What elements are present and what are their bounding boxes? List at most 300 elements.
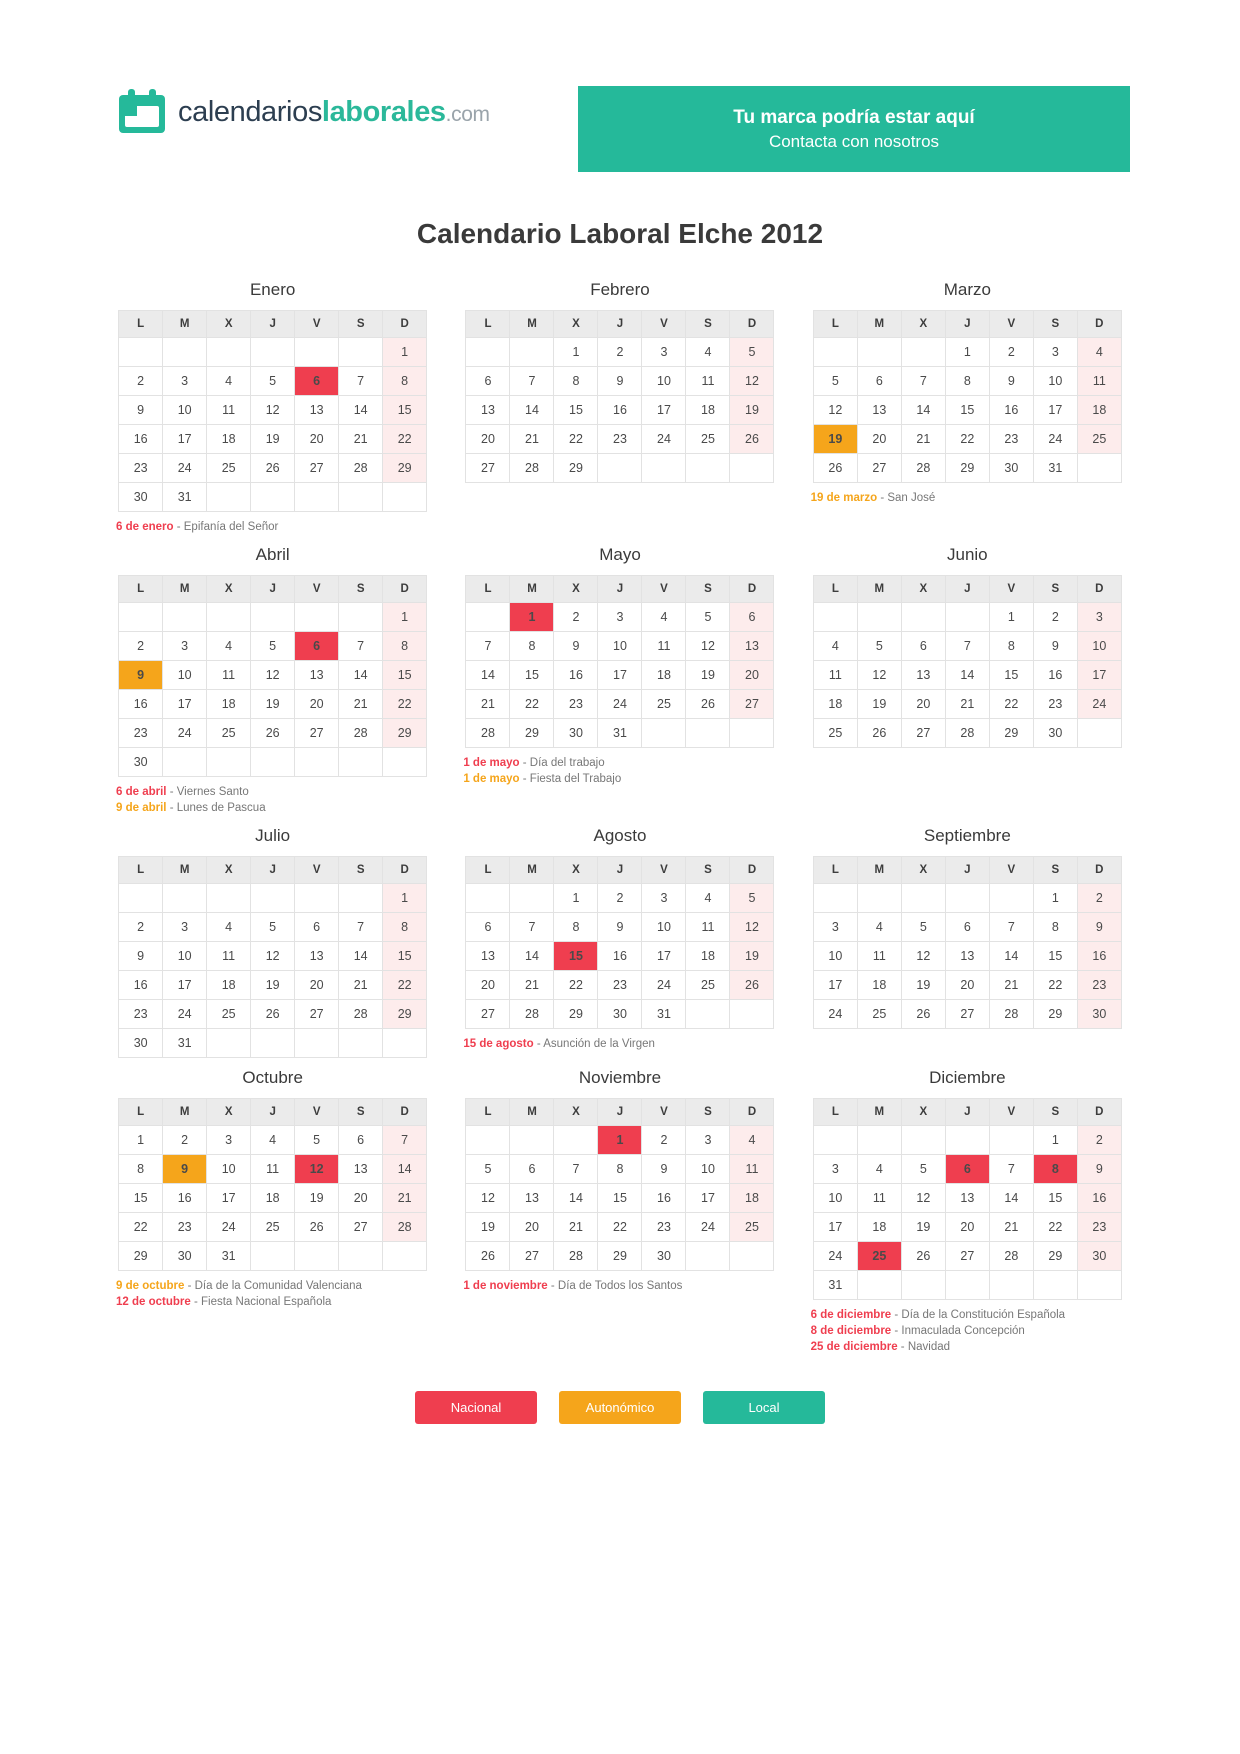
day-cell[interactable]: 4 [686, 338, 730, 367]
day-cell[interactable]: 26 [295, 1213, 339, 1242]
day-cell[interactable]: 28 [510, 1000, 554, 1029]
day-cell[interactable]: 20 [339, 1184, 383, 1213]
day-cell[interactable]: 16 [598, 396, 642, 425]
day-cell[interactable]: 27 [295, 1000, 339, 1029]
day-cell[interactable]: 3 [813, 913, 857, 942]
day-cell[interactable]: 17 [207, 1184, 251, 1213]
day-cell[interactable]: 30 [642, 1242, 686, 1271]
day-cell[interactable]: 20 [510, 1213, 554, 1242]
day-cell[interactable]: 12 [251, 396, 295, 425]
day-cell[interactable]: 19 [466, 1213, 510, 1242]
day-cell[interactable]: 31 [813, 1271, 857, 1300]
day-cell-sunday[interactable]: 7 [383, 1126, 427, 1155]
day-cell[interactable]: 20 [295, 971, 339, 1000]
day-cell[interactable]: 14 [466, 661, 510, 690]
day-cell[interactable]: 4 [207, 367, 251, 396]
day-cell[interactable]: 24 [813, 1000, 857, 1029]
day-cell[interactable]: 17 [163, 690, 207, 719]
day-cell[interactable]: 26 [251, 719, 295, 748]
day-cell[interactable]: 29 [119, 1242, 163, 1271]
day-cell[interactable]: 21 [339, 971, 383, 1000]
day-cell[interactable]: 20 [945, 971, 989, 1000]
day-cell[interactable]: 25 [686, 971, 730, 1000]
day-cell[interactable]: 30 [554, 719, 598, 748]
day-cell[interactable]: 11 [207, 396, 251, 425]
day-cell-sunday[interactable]: 1 [383, 884, 427, 913]
day-cell[interactable]: 6 [510, 1155, 554, 1184]
day-cell[interactable]: 30 [1033, 719, 1077, 748]
day-cell[interactable]: 20 [295, 425, 339, 454]
day-cell[interactable]: 24 [642, 425, 686, 454]
day-cell[interactable]: 29 [989, 719, 1033, 748]
day-cell[interactable]: 27 [295, 454, 339, 483]
day-cell[interactable]: 27 [295, 719, 339, 748]
day-cell[interactable]: 9 [1033, 632, 1077, 661]
day-cell[interactable]: 4 [207, 913, 251, 942]
day-cell[interactable]: 22 [510, 690, 554, 719]
day-cell[interactable]: 15 [510, 661, 554, 690]
day-cell-holiday-autonomico[interactable]: 9 [119, 661, 163, 690]
day-cell[interactable]: 27 [901, 719, 945, 748]
day-cell[interactable]: 1 [945, 338, 989, 367]
day-cell[interactable]: 16 [119, 425, 163, 454]
day-cell[interactable]: 2 [598, 338, 642, 367]
day-cell-sunday[interactable]: 11 [730, 1155, 774, 1184]
day-cell-holiday-nacional[interactable]: 1 [598, 1126, 642, 1155]
day-cell[interactable]: 21 [339, 425, 383, 454]
day-cell-sunday[interactable]: 6 [730, 603, 774, 632]
day-cell[interactable]: 25 [686, 425, 730, 454]
day-cell[interactable]: 14 [945, 661, 989, 690]
day-cell[interactable]: 5 [466, 1155, 510, 1184]
day-cell[interactable]: 23 [119, 454, 163, 483]
day-cell[interactable]: 22 [119, 1213, 163, 1242]
day-cell[interactable]: 22 [989, 690, 1033, 719]
day-cell[interactable]: 16 [989, 396, 1033, 425]
day-cell[interactable]: 31 [1033, 454, 1077, 483]
day-cell[interactable]: 2 [989, 338, 1033, 367]
day-cell[interactable]: 17 [1033, 396, 1077, 425]
day-cell-sunday[interactable]: 23 [1077, 971, 1121, 1000]
day-cell-sunday[interactable]: 8 [383, 913, 427, 942]
day-cell[interactable]: 27 [945, 1000, 989, 1029]
day-cell[interactable]: 12 [466, 1184, 510, 1213]
day-cell[interactable]: 3 [163, 913, 207, 942]
day-cell[interactable]: 3 [1033, 338, 1077, 367]
day-cell[interactable]: 15 [598, 1184, 642, 1213]
day-cell[interactable]: 9 [642, 1155, 686, 1184]
day-cell[interactable]: 7 [989, 1155, 1033, 1184]
day-cell[interactable]: 3 [686, 1126, 730, 1155]
day-cell-holiday-nacional[interactable]: 1 [510, 603, 554, 632]
day-cell[interactable]: 11 [813, 661, 857, 690]
day-cell[interactable]: 14 [339, 396, 383, 425]
day-cell-holiday-nacional[interactable]: 6 [295, 632, 339, 661]
day-cell-sunday[interactable]: 3 [1077, 603, 1121, 632]
day-cell[interactable]: 2 [119, 367, 163, 396]
day-cell[interactable]: 14 [339, 942, 383, 971]
day-cell[interactable]: 8 [510, 632, 554, 661]
day-cell[interactable]: 30 [989, 454, 1033, 483]
day-cell[interactable]: 1 [554, 884, 598, 913]
day-cell[interactable]: 25 [207, 719, 251, 748]
day-cell-sunday[interactable]: 15 [383, 942, 427, 971]
day-cell[interactable]: 27 [945, 1242, 989, 1271]
day-cell[interactable]: 24 [163, 454, 207, 483]
day-cell[interactable]: 31 [598, 719, 642, 748]
day-cell[interactable]: 28 [989, 1242, 1033, 1271]
day-cell[interactable]: 25 [857, 1000, 901, 1029]
day-cell[interactable]: 8 [554, 913, 598, 942]
day-cell[interactable]: 18 [207, 971, 251, 1000]
day-cell[interactable]: 26 [251, 1000, 295, 1029]
day-cell[interactable]: 25 [642, 690, 686, 719]
day-cell[interactable]: 7 [510, 913, 554, 942]
day-cell[interactable]: 3 [598, 603, 642, 632]
day-cell-sunday[interactable]: 26 [730, 971, 774, 1000]
day-cell-holiday-nacional[interactable]: 15 [554, 942, 598, 971]
day-cell[interactable]: 17 [163, 971, 207, 1000]
site-logo[interactable] [110, 86, 490, 138]
day-cell-holiday-nacional[interactable]: 6 [945, 1155, 989, 1184]
day-cell[interactable]: 16 [554, 661, 598, 690]
day-cell[interactable]: 5 [857, 632, 901, 661]
day-cell[interactable]: 31 [207, 1242, 251, 1271]
day-cell[interactable]: 2 [554, 603, 598, 632]
day-cell[interactable]: 6 [466, 367, 510, 396]
day-cell[interactable]: 30 [163, 1242, 207, 1271]
day-cell[interactable]: 18 [686, 942, 730, 971]
day-cell[interactable]: 31 [163, 483, 207, 512]
day-cell[interactable]: 6 [857, 367, 901, 396]
day-cell[interactable]: 10 [163, 396, 207, 425]
day-cell[interactable]: 3 [207, 1126, 251, 1155]
day-cell[interactable]: 14 [510, 942, 554, 971]
day-cell[interactable]: 10 [813, 942, 857, 971]
day-cell[interactable]: 15 [119, 1184, 163, 1213]
day-cell[interactable]: 21 [554, 1213, 598, 1242]
day-cell[interactable]: 11 [857, 942, 901, 971]
day-cell[interactable]: 4 [207, 632, 251, 661]
day-cell[interactable]: 13 [901, 661, 945, 690]
day-cell[interactable]: 12 [251, 942, 295, 971]
legend-item-autonómico[interactable]: Autonómico [559, 1391, 681, 1424]
day-cell[interactable]: 27 [857, 454, 901, 483]
day-cell[interactable]: 26 [901, 1242, 945, 1271]
day-cell[interactable]: 4 [813, 632, 857, 661]
day-cell[interactable]: 11 [857, 1184, 901, 1213]
day-cell[interactable]: 16 [598, 942, 642, 971]
day-cell[interactable]: 21 [339, 690, 383, 719]
day-cell-sunday[interactable]: 4 [730, 1126, 774, 1155]
day-cell[interactable]: 4 [251, 1126, 295, 1155]
day-cell-holiday-autonomico[interactable]: 9 [163, 1155, 207, 1184]
day-cell[interactable]: 13 [857, 396, 901, 425]
day-cell[interactable]: 6 [945, 913, 989, 942]
day-cell[interactable]: 14 [554, 1184, 598, 1213]
day-cell-sunday[interactable]: 1 [383, 603, 427, 632]
day-cell-sunday[interactable]: 27 [730, 690, 774, 719]
day-cell[interactable]: 19 [295, 1184, 339, 1213]
day-cell[interactable]: 29 [598, 1242, 642, 1271]
day-cell[interactable]: 20 [901, 690, 945, 719]
day-cell-sunday[interactable]: 19 [730, 942, 774, 971]
day-cell[interactable]: 10 [163, 661, 207, 690]
day-cell-sunday[interactable]: 20 [730, 661, 774, 690]
day-cell-sunday[interactable]: 22 [383, 690, 427, 719]
day-cell[interactable]: 9 [119, 942, 163, 971]
day-cell[interactable]: 28 [339, 719, 383, 748]
day-cell[interactable]: 21 [510, 425, 554, 454]
day-cell[interactable]: 17 [598, 661, 642, 690]
day-cell[interactable]: 21 [466, 690, 510, 719]
day-cell[interactable]: 22 [598, 1213, 642, 1242]
day-cell-sunday[interactable]: 28 [383, 1213, 427, 1242]
day-cell[interactable]: 1 [989, 603, 1033, 632]
day-cell[interactable]: 31 [163, 1029, 207, 1058]
day-cell[interactable]: 16 [163, 1184, 207, 1213]
day-cell[interactable]: 25 [251, 1213, 295, 1242]
day-cell[interactable]: 30 [598, 1000, 642, 1029]
day-cell[interactable]: 8 [598, 1155, 642, 1184]
day-cell[interactable]: 5 [901, 1155, 945, 1184]
day-cell-sunday[interactable]: 25 [730, 1213, 774, 1242]
day-cell[interactable]: 28 [989, 1000, 1033, 1029]
day-cell[interactable]: 19 [251, 971, 295, 1000]
day-cell[interactable]: 13 [295, 396, 339, 425]
day-cell[interactable]: 18 [207, 690, 251, 719]
day-cell[interactable]: 5 [686, 603, 730, 632]
day-cell[interactable]: 24 [686, 1213, 730, 1242]
day-cell-sunday[interactable]: 22 [383, 425, 427, 454]
day-cell[interactable]: 23 [554, 690, 598, 719]
day-cell[interactable]: 21 [989, 971, 1033, 1000]
day-cell[interactable]: 16 [642, 1184, 686, 1213]
day-cell-sunday[interactable]: 5 [730, 338, 774, 367]
day-cell[interactable]: 11 [642, 632, 686, 661]
day-cell-sunday[interactable]: 26 [730, 425, 774, 454]
day-cell[interactable]: 22 [554, 425, 598, 454]
day-cell[interactable]: 28 [554, 1242, 598, 1271]
day-cell-sunday[interactable]: 15 [383, 661, 427, 690]
day-cell[interactable]: 12 [813, 396, 857, 425]
day-cell[interactable]: 7 [510, 367, 554, 396]
day-cell[interactable]: 2 [119, 632, 163, 661]
day-cell[interactable]: 20 [466, 971, 510, 1000]
day-cell[interactable]: 14 [901, 396, 945, 425]
day-cell[interactable]: 30 [119, 748, 163, 777]
day-cell[interactable]: 19 [251, 425, 295, 454]
day-cell[interactable]: 4 [642, 603, 686, 632]
day-cell-sunday[interactable]: 24 [1077, 690, 1121, 719]
day-cell[interactable]: 23 [598, 425, 642, 454]
day-cell-sunday[interactable]: 29 [383, 719, 427, 748]
day-cell[interactable]: 24 [163, 1000, 207, 1029]
day-cell[interactable]: 5 [295, 1126, 339, 1155]
day-cell-sunday[interactable]: 4 [1077, 338, 1121, 367]
day-cell[interactable]: 19 [901, 1213, 945, 1242]
day-cell-sunday[interactable]: 15 [383, 396, 427, 425]
day-cell[interactable]: 7 [945, 632, 989, 661]
day-cell[interactable]: 7 [339, 367, 383, 396]
day-cell[interactable]: 23 [642, 1213, 686, 1242]
day-cell-sunday[interactable]: 8 [383, 367, 427, 396]
day-cell[interactable]: 8 [945, 367, 989, 396]
day-cell[interactable]: 10 [642, 367, 686, 396]
day-cell-sunday[interactable]: 16 [1077, 942, 1121, 971]
day-cell[interactable]: 12 [901, 942, 945, 971]
day-cell[interactable]: 10 [642, 913, 686, 942]
day-cell[interactable]: 18 [251, 1184, 295, 1213]
day-cell-holiday-nacional[interactable]: 8 [1033, 1155, 1077, 1184]
day-cell[interactable]: 3 [163, 632, 207, 661]
day-cell[interactable]: 5 [813, 367, 857, 396]
day-cell-sunday[interactable]: 2 [1077, 1126, 1121, 1155]
day-cell[interactable]: 29 [554, 454, 598, 483]
day-cell[interactable]: 8 [554, 367, 598, 396]
day-cell[interactable]: 21 [989, 1213, 1033, 1242]
day-cell[interactable]: 28 [945, 719, 989, 748]
day-cell[interactable]: 5 [251, 632, 295, 661]
day-cell[interactable]: 1 [554, 338, 598, 367]
day-cell[interactable]: 29 [554, 1000, 598, 1029]
day-cell[interactable]: 14 [989, 942, 1033, 971]
day-cell[interactable]: 27 [339, 1213, 383, 1242]
day-cell[interactable]: 5 [251, 367, 295, 396]
day-cell[interactable]: 14 [989, 1184, 1033, 1213]
day-cell[interactable]: 13 [466, 942, 510, 971]
day-cell[interactable]: 18 [857, 971, 901, 1000]
day-cell[interactable]: 18 [642, 661, 686, 690]
day-cell[interactable]: 10 [1033, 367, 1077, 396]
day-cell-sunday[interactable]: 5 [730, 884, 774, 913]
legend-item-local[interactable]: Local [703, 1391, 825, 1424]
day-cell[interactable]: 9 [119, 396, 163, 425]
day-cell[interactable]: 1 [1033, 1126, 1077, 1155]
day-cell[interactable]: 18 [686, 396, 730, 425]
day-cell[interactable]: 29 [1033, 1000, 1077, 1029]
day-cell[interactable]: 12 [686, 632, 730, 661]
day-cell[interactable]: 2 [642, 1126, 686, 1155]
day-cell-sunday[interactable]: 11 [1077, 367, 1121, 396]
day-cell[interactable]: 27 [466, 1000, 510, 1029]
day-cell[interactable]: 3 [163, 367, 207, 396]
day-cell[interactable]: 16 [119, 690, 163, 719]
day-cell[interactable]: 15 [945, 396, 989, 425]
day-cell[interactable]: 1 [1033, 884, 1077, 913]
day-cell[interactable]: 17 [813, 1213, 857, 1242]
day-cell-sunday[interactable]: 14 [383, 1155, 427, 1184]
day-cell[interactable]: 17 [642, 396, 686, 425]
day-cell[interactable]: 11 [207, 661, 251, 690]
day-cell[interactable]: 7 [339, 913, 383, 942]
day-cell[interactable]: 11 [686, 913, 730, 942]
day-cell[interactable]: 4 [857, 913, 901, 942]
day-cell[interactable]: 6 [901, 632, 945, 661]
day-cell[interactable]: 22 [1033, 971, 1077, 1000]
day-cell[interactable]: 13 [466, 396, 510, 425]
day-cell[interactable]: 1 [119, 1126, 163, 1155]
day-cell-sunday[interactable]: 22 [383, 971, 427, 1000]
day-cell[interactable]: 26 [466, 1242, 510, 1271]
day-cell-sunday[interactable]: 18 [1077, 396, 1121, 425]
day-cell[interactable]: 26 [251, 454, 295, 483]
day-cell-sunday[interactable]: 29 [383, 454, 427, 483]
day-cell-holiday-autonomico[interactable]: 19 [813, 425, 857, 454]
day-cell[interactable]: 10 [207, 1155, 251, 1184]
day-cell[interactable]: 19 [251, 690, 295, 719]
day-cell[interactable]: 11 [207, 942, 251, 971]
day-cell[interactable]: 5 [251, 913, 295, 942]
day-cell[interactable]: 8 [989, 632, 1033, 661]
day-cell[interactable]: 21 [510, 971, 554, 1000]
day-cell[interactable]: 18 [813, 690, 857, 719]
day-cell[interactable]: 19 [686, 661, 730, 690]
day-cell[interactable]: 31 [642, 1000, 686, 1029]
day-cell[interactable]: 7 [339, 632, 383, 661]
day-cell[interactable]: 26 [813, 454, 857, 483]
day-cell[interactable]: 24 [163, 719, 207, 748]
day-cell[interactable]: 7 [989, 913, 1033, 942]
day-cell[interactable]: 2 [598, 884, 642, 913]
day-cell[interactable]: 12 [857, 661, 901, 690]
day-cell[interactable]: 18 [207, 425, 251, 454]
day-cell[interactable]: 15 [989, 661, 1033, 690]
day-cell[interactable]: 10 [686, 1155, 730, 1184]
day-cell[interactable]: 21 [945, 690, 989, 719]
day-cell-holiday-nacional[interactable]: 25 [857, 1242, 901, 1271]
day-cell-sunday[interactable]: 21 [383, 1184, 427, 1213]
day-cell[interactable]: 2 [163, 1126, 207, 1155]
day-cell[interactable]: 29 [510, 719, 554, 748]
day-cell[interactable]: 4 [857, 1155, 901, 1184]
day-cell-sunday[interactable]: 30 [1077, 1000, 1121, 1029]
day-cell[interactable]: 3 [813, 1155, 857, 1184]
day-cell-holiday-nacional[interactable]: 6 [295, 367, 339, 396]
day-cell[interactable]: 9 [554, 632, 598, 661]
day-cell[interactable]: 21 [901, 425, 945, 454]
day-cell-sunday[interactable]: 23 [1077, 1213, 1121, 1242]
day-cell[interactable]: 24 [598, 690, 642, 719]
day-cell[interactable]: 24 [207, 1213, 251, 1242]
day-cell[interactable]: 14 [339, 661, 383, 690]
day-cell-holiday-nacional[interactable]: 12 [295, 1155, 339, 1184]
day-cell[interactable]: 6 [339, 1126, 383, 1155]
day-cell[interactable]: 26 [686, 690, 730, 719]
day-cell[interactable]: 10 [163, 942, 207, 971]
day-cell[interactable]: 25 [207, 454, 251, 483]
day-cell[interactable]: 13 [945, 942, 989, 971]
day-cell[interactable]: 29 [1033, 1242, 1077, 1271]
day-cell[interactable]: 20 [295, 690, 339, 719]
day-cell[interactable]: 28 [466, 719, 510, 748]
day-cell[interactable]: 22 [554, 971, 598, 1000]
day-cell[interactable]: 24 [1033, 425, 1077, 454]
day-cell[interactable]: 7 [466, 632, 510, 661]
day-cell[interactable]: 25 [207, 1000, 251, 1029]
day-cell-sunday[interactable]: 16 [1077, 1184, 1121, 1213]
day-cell[interactable]: 17 [163, 425, 207, 454]
day-cell-sunday[interactable]: 10 [1077, 632, 1121, 661]
day-cell[interactable]: 23 [119, 719, 163, 748]
day-cell[interactable]: 13 [945, 1184, 989, 1213]
day-cell-sunday[interactable]: 25 [1077, 425, 1121, 454]
day-cell[interactable]: 9 [598, 367, 642, 396]
day-cell[interactable]: 7 [901, 367, 945, 396]
day-cell-sunday[interactable]: 13 [730, 632, 774, 661]
day-cell[interactable]: 15 [1033, 1184, 1077, 1213]
day-cell[interactable]: 29 [945, 454, 989, 483]
